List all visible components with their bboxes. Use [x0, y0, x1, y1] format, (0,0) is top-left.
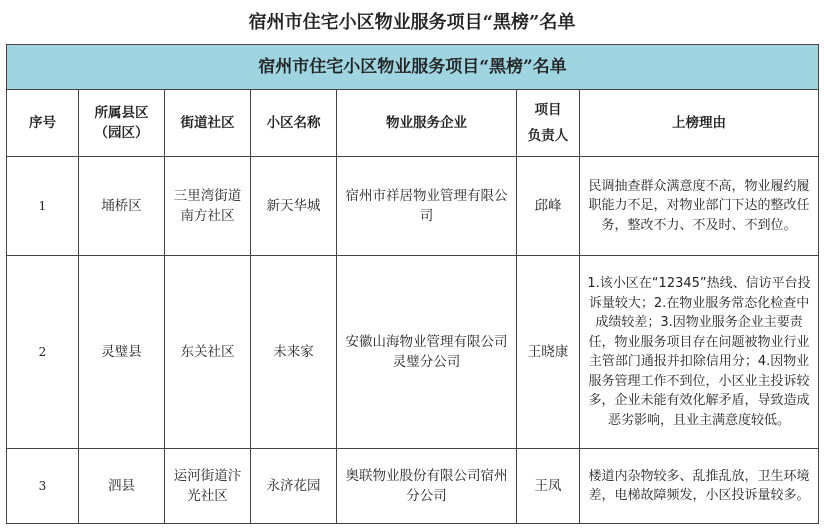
cell-reason: 楼道内杂物较多、乱推乱放，卫生环境差，电梯故障频发，小区投诉量较多。: [580, 449, 819, 524]
cell-district: 灵璧县: [79, 256, 165, 449]
blacklist-table: [6, 44, 819, 524]
cell-company: 安徽山海物业管理有限公司灵璧分公司: [337, 256, 517, 449]
table-row: [7, 157, 819, 256]
cell-manager: 王晓康: [517, 256, 580, 449]
cell-reason: 1.该小区在“12345”热线、信访平台投诉量较大；2.在物业服务常态化检查中成绩较差；3.因物业服务企业主要责任，物业服务项目存在问题被物业行业主管部门通报并扣除信用分；4.因物业服务管理工作不到位，小区业主投诉较多，企业未能有效化解矛盾，导致造成恶劣影响，且业主满意度较低。: [580, 256, 819, 449]
header-manager: [517, 90, 580, 157]
header-reason: 上榜理由: [580, 90, 819, 157]
page-title: 宿州市住宅小区物业服务项目“黑榜”名单: [248, 12, 576, 33]
cell-district: 埇桥区: [79, 157, 165, 256]
header-district-line2: （园区）: [94, 125, 149, 141]
cell-community: 未来家: [251, 256, 337, 449]
header-seq: 序号: [7, 90, 79, 157]
cell-seq: 1: [7, 157, 79, 256]
cell-reason: 民调抽查群众满意度不高，物业履约履职能力不足，对物业部门下达的整改任务，整改不力、不及时、不到位。: [580, 157, 819, 256]
table-row: [7, 449, 819, 524]
header-district: [79, 90, 165, 157]
cell-company: 奥联物业股份有限公司宿州分公司: [337, 449, 517, 524]
table-row: [7, 256, 819, 449]
header-community: 小区名称: [251, 90, 337, 157]
cell-company: 宿州市祥居物业管理有限公司: [337, 157, 517, 256]
header-district-line1: 所属县区: [94, 105, 149, 121]
cell-seq: 2: [7, 256, 79, 449]
header-company: 物业服务企业: [337, 90, 517, 157]
cell-street: 东关社区: [165, 256, 251, 449]
cell-seq: 3: [7, 449, 79, 524]
header-manager-line2: 负责人: [527, 128, 569, 144]
cell-district: 泗县: [79, 449, 165, 524]
cell-street: 运河街道汴光社区: [165, 449, 251, 524]
cell-community: 新天华城: [251, 157, 337, 256]
cell-community: 永济花园: [251, 449, 337, 524]
header-street: 街道社区: [165, 90, 251, 157]
cell-manager: 邱峰: [517, 157, 580, 256]
cell-manager: 王凤: [517, 449, 580, 524]
cell-street: 三里湾街道南方社区: [165, 157, 251, 256]
header-row: [7, 90, 819, 157]
table-banner-row: [7, 45, 819, 90]
header-manager-line1: 项目: [534, 102, 562, 118]
table-banner: 宿州市住宅小区物业服务项目“黑榜”名单: [7, 45, 819, 90]
